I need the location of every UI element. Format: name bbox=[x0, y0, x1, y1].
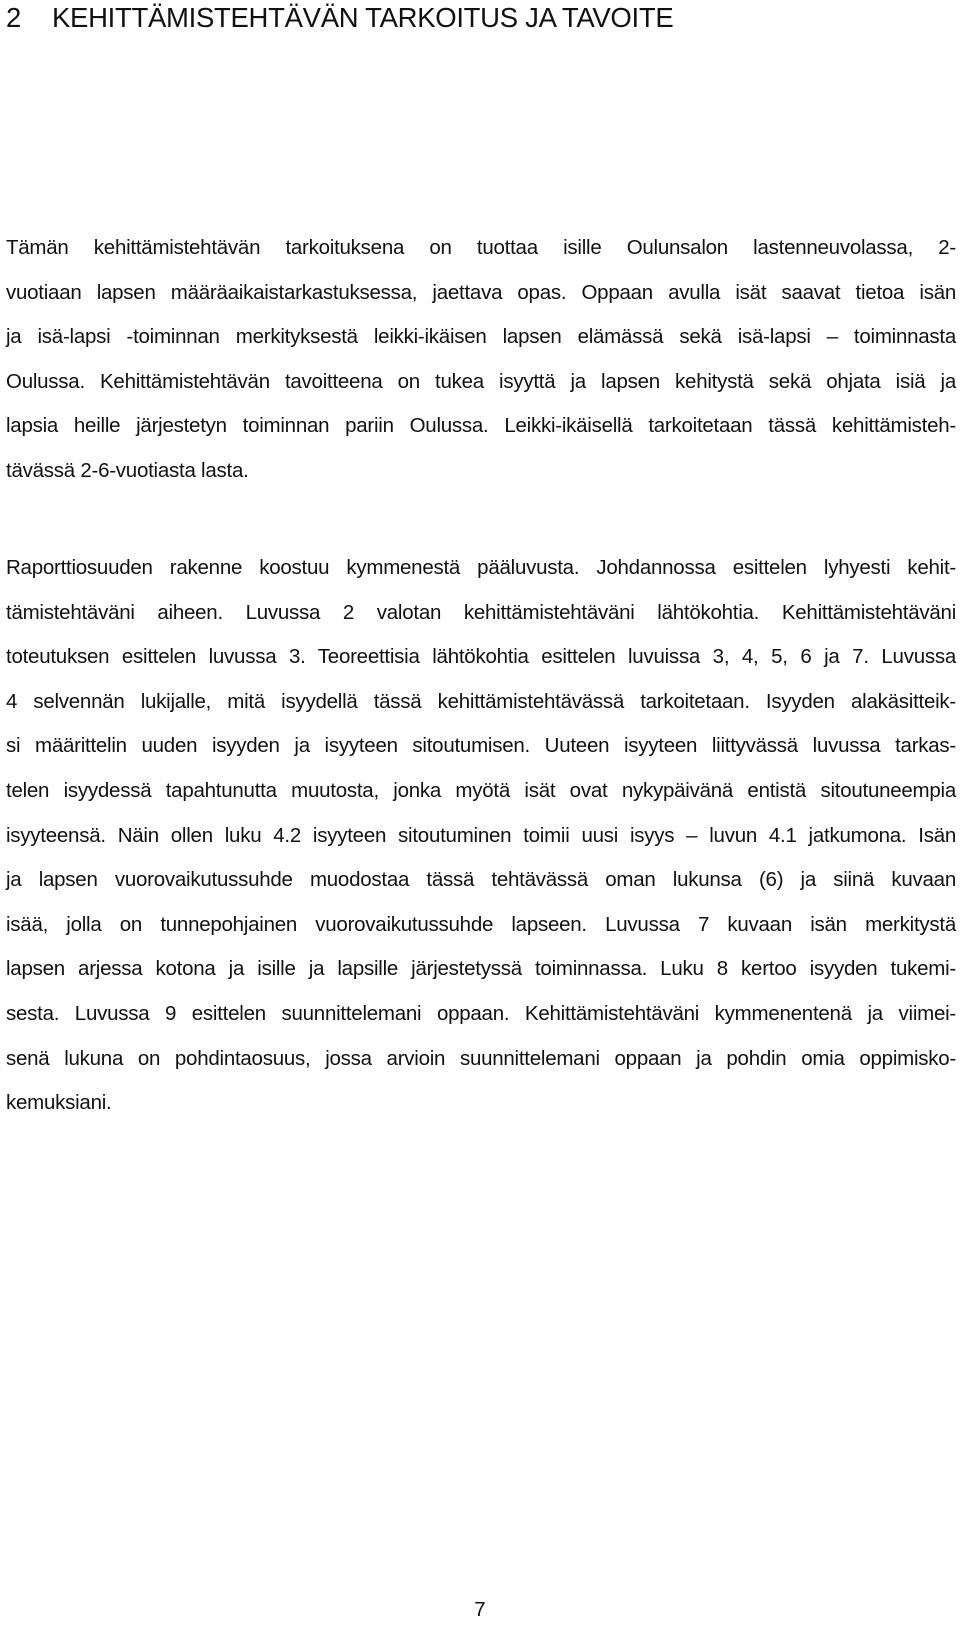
paragraph-line: 4 selvennän lukijalle, mitä isyydellä tässä kehittämistehtävässä tarkoitetaan. Isyyden alakäsitteik- bbox=[6, 689, 956, 713]
paragraph-line: si määrittelin uuden isyyden ja isyyteen sitoutumisen. Uuteen isyyteen liittyvässä luvussa tarkas- bbox=[6, 734, 956, 758]
paragraph-line: tämistehtäväni aiheen. Luvussa 2 valotan kehittämistehtäväni lähtökohtia. Kehittämistehtäväni bbox=[6, 600, 956, 624]
paragraph-line: senä lukuna on pohdintaosuus, jossa arvioin suunnittelemani oppaan ja pohdin omia oppimisko- bbox=[6, 1046, 956, 1070]
paragraph-line: isyyteensä. Näin ollen luku 4.2 isyyteen sitoutuminen toimii uusi isyys – luvun 4.1 jatkumona. Isän bbox=[6, 823, 956, 847]
paragraph-line: kemuksiani. bbox=[6, 1091, 112, 1115]
paragraph-line: isää, jolla on tunnepohjainen vuorovaikutussuhde lapseen. Luvussa 7 kuvaan isän merkitystä bbox=[6, 912, 956, 936]
paragraph-line: vuotiaan lapsen määräaikaistarkastuksessa, jaettava opas. Oppaan avulla isät saavat tietoa isän bbox=[6, 280, 956, 304]
paragraph-line: ja isä-lapsi -toiminnan merkityksestä leikki-ikäisen lapsen elämässä sekä isä-lapsi – toiminnasta bbox=[6, 325, 956, 349]
paragraph-line: ja lapsen vuorovaikutussuhde muodostaa tässä tehtävässä oman lukunsa (6) ja siinä kuvaan bbox=[6, 868, 956, 892]
paragraph-line: Tämän kehittämistehtävän tarkoituksena on tuottaa isille Oulunsalon lastenneuvolassa, 2- bbox=[6, 236, 956, 259]
paragraph-line: Raporttiosuuden rakenne koostuu kymmenestä pääluvusta. Johdannossa esittelen lyhyesti kehit- bbox=[6, 556, 956, 579]
paragraph-line: tävässä 2-6-vuotiasta lasta. bbox=[6, 458, 249, 482]
paragraph-line: sesta. Luvussa 9 esittelen suunnittelemani oppaan. Kehittämistehtäväni kymmenentenä ja viimei- bbox=[6, 1001, 956, 1025]
section-number: 2 bbox=[6, 2, 21, 33]
paragraph-line: lapsen arjessa kotona ja isille ja lapsille järjestetyssä toiminnassa. Luku 8 kertoo isyyden tukemi- bbox=[6, 957, 956, 981]
paragraph-line: toteutuksen esittelen luvussa 3. Teoreettisia lähtökohtia esittelen luvuissa 3, 4, 5, 6 ja 7. Luvussa bbox=[6, 645, 956, 669]
page-number-text: 7 bbox=[474, 1598, 486, 1621]
paragraph-structure bbox=[6, 546, 956, 1126]
page-number bbox=[0, 1597, 960, 1623]
section-title: KEHITTÄMISTEHTÄVÄN TARKOITUS JA TAVOITE bbox=[52, 2, 674, 33]
paragraph-line: telen isyydessä tapahtunutta muutosta, jonka myötä isät ovat nykypäivänä entistä sitoutuneempia bbox=[6, 778, 956, 802]
paragraph-purpose bbox=[6, 226, 956, 494]
paragraph-line: lapsia heille järjestetyn toiminnan pariin Oulussa. Leikki-ikäisellä tarkoitetaan tässä kehittämisteh- bbox=[6, 414, 956, 438]
paragraph-line: Oulussa. Kehittämistehtävän tavoitteena on tukea isyyttä ja lapsen kehitystä sekä ohjata isiä ja bbox=[6, 369, 956, 393]
section-heading bbox=[6, 0, 946, 36]
